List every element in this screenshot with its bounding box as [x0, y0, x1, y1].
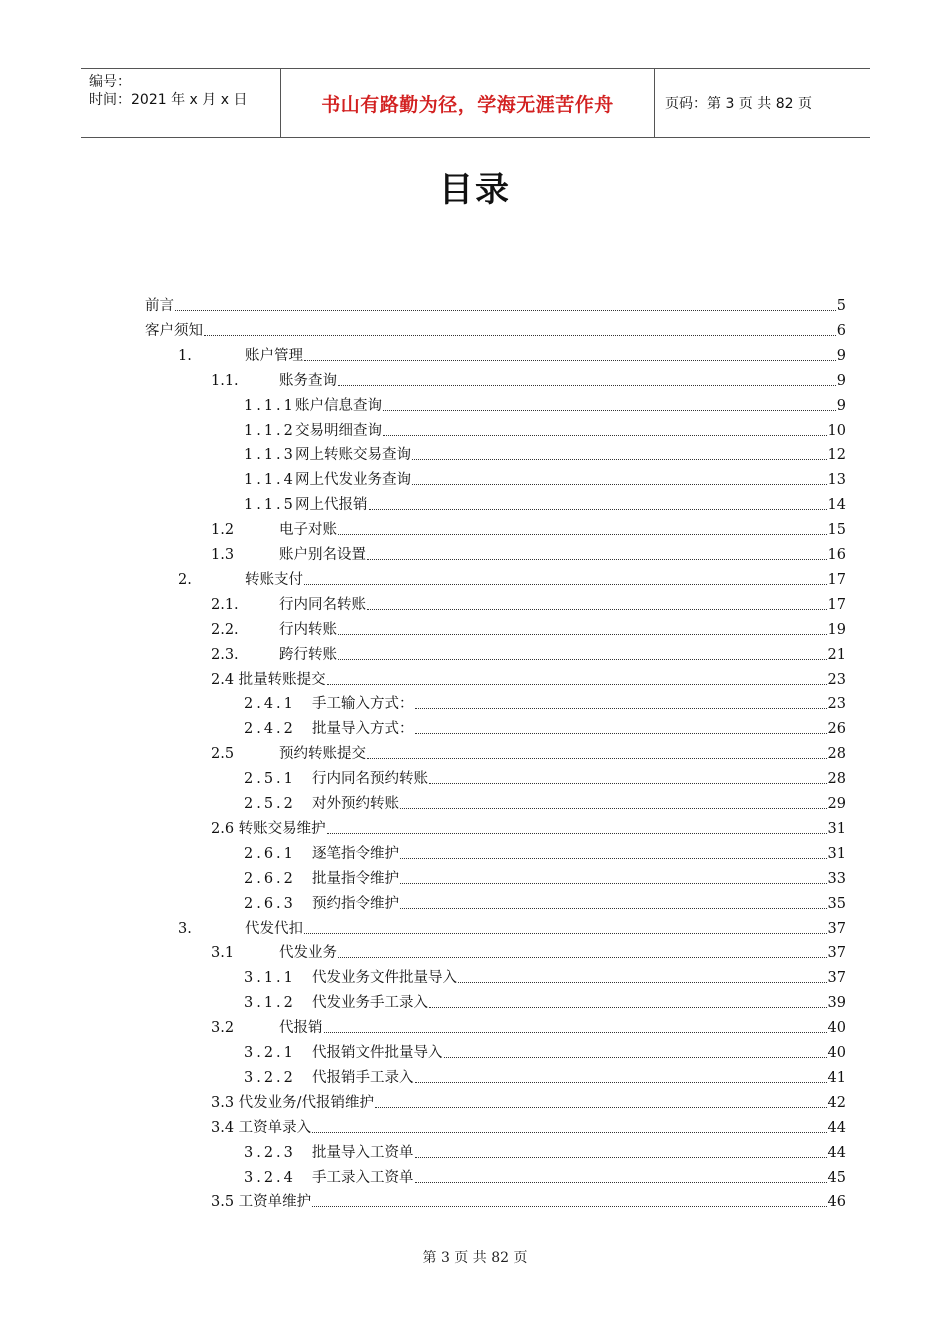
toc-entry[interactable] — [244, 469, 846, 491]
toc-entry-number: 1. — [178, 347, 192, 364]
toc-entry-page: 23 — [827, 671, 846, 688]
toc-entry[interactable] — [178, 345, 846, 367]
toc-entry-label: 代报销手工录入 — [312, 1069, 414, 1086]
header-meta — [81, 69, 281, 137]
toc-dot-leader — [369, 508, 827, 510]
toc-entry-label: 批量导入方式： — [312, 721, 414, 738]
toc-entry-number: 1.1.1 — [244, 397, 296, 414]
toc-entry-page: 31 — [827, 820, 846, 837]
toc-entry[interactable] — [211, 644, 846, 666]
toc-entry-label: 手工输入方式： — [312, 696, 414, 713]
toc-entry[interactable] — [244, 1167, 846, 1189]
toc-entry-page: 44 — [827, 1119, 846, 1136]
toc-entry[interactable] — [211, 619, 846, 641]
toc-dot-leader — [415, 1156, 827, 1158]
toc-entry-number: 2. — [178, 571, 192, 588]
toc-entry-label: 代报销文件批量导入 — [312, 1045, 443, 1061]
toc-dot-leader — [312, 1131, 826, 1133]
toc-dot-leader — [383, 434, 827, 436]
page-footer: 第 3 页 共 82 页 — [422, 1250, 528, 1266]
toc-entry-label: 逐笔指令维护 — [312, 845, 399, 862]
toc-entry-number: 3.1 — [211, 945, 235, 962]
toc-entry-number: 1.3 — [211, 547, 235, 563]
toc-entry[interactable] — [211, 818, 846, 840]
toc-entry[interactable] — [145, 320, 846, 342]
toc-entry[interactable] — [211, 1191, 846, 1213]
toc-dot-leader — [338, 633, 827, 635]
number-label: 编号： — [89, 74, 131, 90]
toc-entry-page: 33 — [827, 870, 846, 887]
toc-entry-label: 账务查询 — [279, 372, 337, 389]
toc-entry-page: 9 — [836, 397, 846, 414]
toc-entry-page: 9 — [836, 372, 846, 389]
toc-entry[interactable] — [211, 1017, 846, 1039]
time-label: 时间：2021 年 x 月 x 日 — [89, 92, 248, 108]
header-motto: 书山有路勤为径，学海无涯苦作舟 — [281, 69, 655, 137]
toc-entry-number: 1.1.5 — [244, 497, 296, 514]
toc-entry-number: 2.6.3 — [244, 895, 296, 912]
toc-dot-leader — [429, 1006, 827, 1008]
toc-entry-number: 2.5.2 — [244, 796, 296, 812]
toc-entry-label: 网上转账交易查询 — [295, 447, 411, 464]
toc-dot-leader — [338, 956, 827, 958]
toc-entry-number: 1.1.3 — [244, 447, 296, 464]
toc-dot-leader — [327, 683, 827, 685]
toc-dot-leader — [367, 757, 827, 759]
toc-dot-leader — [304, 359, 836, 361]
toc-entry-number: 1.1.2 — [244, 422, 296, 439]
toc-entry[interactable] — [211, 942, 846, 964]
toc-entry-page: 45 — [827, 1169, 846, 1186]
toc-entry-page: 15 — [827, 522, 846, 539]
toc-entry-label: 客户须知 — [145, 322, 203, 339]
toc-entry-page: 42 — [827, 1094, 846, 1111]
header-page-info: 页码：第 3 页 共 82 页 — [665, 96, 812, 112]
toc-entry-label: 账户别名设置 — [279, 547, 366, 563]
toc-entry-page: 41 — [827, 1069, 846, 1086]
toc-dot-leader — [367, 608, 827, 610]
toc-entry-number: 3.1.1 — [244, 970, 296, 987]
toc-entry-page: 12 — [827, 447, 846, 464]
toc-dot-leader — [338, 384, 836, 386]
toc-entry-label: 网上代报销 — [295, 497, 368, 514]
toc-entry-number: 2.6.1 — [244, 845, 296, 862]
toc-entry-label: 代发业务文件批量导入 — [312, 970, 457, 987]
toc-entry-label: 对外预约转账 — [312, 796, 399, 812]
toc-dot-leader — [175, 309, 836, 311]
toc-entry[interactable] — [244, 843, 846, 865]
toc-entry[interactable] — [211, 594, 846, 616]
toc-entry-number: 1.1. — [211, 372, 239, 389]
toc-entry-number: 3. — [178, 920, 192, 937]
toc-entry-number: 1.2 — [211, 522, 235, 539]
toc-entry-label: 前言 — [145, 298, 174, 314]
toc-entry-label: 网上代发业务查询 — [295, 472, 411, 489]
toc-entry-page: 37 — [827, 920, 846, 937]
toc-entry[interactable] — [244, 1042, 846, 1064]
toc-entry-number: 2.5.1 — [244, 771, 296, 788]
toc-entry[interactable] — [178, 918, 846, 940]
toc-entry-label: 代发业务手工录入 — [312, 995, 428, 1012]
toc-entry[interactable] — [244, 793, 846, 815]
toc-entry-page: 46 — [827, 1194, 846, 1211]
toc-dot-leader — [415, 1081, 827, 1083]
toc-entry-page: 44 — [827, 1144, 846, 1161]
toc-entry[interactable] — [178, 569, 846, 591]
toc-entry-page: 40 — [827, 1020, 846, 1037]
toc-entry[interactable] — [244, 395, 846, 417]
toc-entry[interactable] — [244, 893, 846, 915]
toc-entry-number: 3.2.3 — [244, 1144, 296, 1161]
toc-dot-leader — [400, 807, 827, 809]
toc-entry-page: 17 — [827, 571, 846, 588]
toc-entry[interactable] — [244, 444, 846, 466]
toc-dot-leader — [367, 558, 827, 560]
toc-entry-label: 2.4 批量转账提交 — [211, 671, 326, 688]
toc-entry-page: 16 — [827, 547, 846, 563]
toc-dot-leader — [415, 707, 827, 709]
toc-entry[interactable] — [244, 1067, 846, 1089]
toc-entry-label: 转账支付 — [245, 571, 303, 588]
toc-entry-page: 26 — [827, 721, 846, 738]
toc-entry-page: 39 — [827, 995, 846, 1012]
toc-entry[interactable] — [244, 494, 846, 516]
toc-entry-label: 代发业务 — [279, 945, 337, 962]
toc-entry-number: 2.1. — [211, 596, 239, 613]
toc-entry-label: 批量导入工资单 — [312, 1144, 414, 1161]
toc-entry-page: 6 — [836, 322, 846, 339]
toc-entry-label: 代报销 — [279, 1020, 323, 1037]
toc-dot-leader — [400, 882, 827, 884]
toc-entry-page: 35 — [827, 895, 846, 912]
toc-dot-leader — [312, 1205, 826, 1207]
toc-entry-page: 5 — [836, 298, 846, 314]
toc-entry[interactable] — [145, 295, 846, 317]
toc-entry-page: 23 — [827, 696, 846, 713]
toc-entry-label: 电子对账 — [279, 522, 337, 539]
toc-entry-label: 交易明细查询 — [295, 422, 382, 439]
toc-entry-label: 预约指令维护 — [312, 895, 399, 912]
toc-entry-label: 代发代扣 — [245, 920, 303, 937]
toc-entry-label: 3.4 工资单录入 — [211, 1119, 312, 1136]
toc-entry-page: 10 — [827, 422, 846, 439]
toc-dot-leader — [412, 458, 827, 460]
toc-dot-leader — [415, 1181, 827, 1183]
toc-entry-number: 3.1.2 — [244, 995, 296, 1012]
toc-entry[interactable] — [244, 768, 846, 790]
toc-entry[interactable] — [211, 544, 846, 566]
toc-entry[interactable] — [211, 370, 846, 392]
toc-entry-number: 2.4.2 — [244, 721, 296, 738]
toc-entry-number: 2.5 — [211, 746, 235, 763]
toc-dot-leader — [327, 832, 827, 834]
toc-entry-label: 行内转账 — [279, 621, 337, 638]
toc-entry-label: 预约转账提交 — [279, 746, 366, 763]
toc-dot-leader — [415, 732, 827, 734]
toc-entry-page: 17 — [827, 596, 846, 613]
document-header — [81, 68, 870, 138]
toc-entry-page: 28 — [827, 746, 846, 763]
toc-entry[interactable] — [244, 693, 846, 715]
toc-dot-leader — [400, 857, 827, 859]
toc-dot-leader — [338, 533, 827, 535]
toc-entry-page: 29 — [827, 796, 846, 812]
toc-dot-leader — [400, 907, 827, 909]
toc-entry-number: 3.2.2 — [244, 1069, 296, 1086]
toc-dot-leader — [412, 483, 827, 485]
toc-entry-page: 37 — [827, 970, 846, 987]
toc-dot-leader — [375, 1106, 826, 1108]
toc-entry[interactable] — [244, 967, 846, 989]
toc-entry-number: 2.4.1 — [244, 696, 296, 713]
toc-entry-number: 3.2.1 — [244, 1045, 296, 1061]
toc-entry-label: 跨行转账 — [279, 646, 337, 663]
toc-entry-label: 手工录入工资单 — [312, 1169, 414, 1186]
toc-entry-page: 31 — [827, 845, 846, 862]
toc-dot-leader — [304, 583, 827, 585]
toc-entry-number: 2.6.2 — [244, 870, 296, 887]
toc-entry-label: 2.6 转账交易维护 — [211, 820, 326, 837]
toc-dot-leader — [304, 932, 827, 934]
toc-entry-label: 账户管理 — [245, 347, 303, 364]
page-title: 目录 — [439, 170, 511, 210]
toc-entry-label: 批量指令维护 — [312, 870, 399, 887]
toc-entry[interactable] — [211, 669, 846, 691]
toc-entry[interactable] — [211, 1117, 846, 1139]
toc-entry[interactable] — [211, 743, 846, 765]
toc-dot-leader — [383, 409, 836, 411]
toc-entry-page: 9 — [836, 347, 846, 364]
toc-entry[interactable] — [244, 1142, 846, 1164]
toc-entry-page: 21 — [827, 646, 846, 663]
toc-entry-page: 28 — [827, 771, 846, 788]
toc-dot-leader — [338, 658, 827, 660]
toc-entry[interactable] — [244, 868, 846, 890]
toc-entry-page: 37 — [827, 945, 846, 962]
toc-dot-leader — [429, 782, 827, 784]
toc-entry[interactable] — [244, 992, 846, 1014]
toc-entry-label: 账户信息查询 — [295, 397, 382, 414]
toc-entry-number: 3.2 — [211, 1020, 235, 1037]
toc-entry-label: 行内同名预约转账 — [312, 771, 428, 788]
toc-entry-number: 2.3. — [211, 646, 239, 663]
toc-entry-number: 1.1.4 — [244, 472, 296, 489]
toc-entry-page: 13 — [827, 472, 846, 489]
toc-dot-leader — [324, 1031, 827, 1033]
toc-dot-leader — [204, 334, 836, 336]
toc-entry-page: 19 — [827, 621, 846, 638]
toc-entry-label: 3.3 代发业务/代报销维护 — [211, 1094, 375, 1111]
toc-entry[interactable] — [244, 420, 846, 442]
toc-entry[interactable] — [211, 519, 846, 541]
toc-entry[interactable] — [211, 1092, 846, 1114]
toc-entry-label: 行内同名转账 — [279, 596, 366, 613]
toc-entry-page: 40 — [827, 1045, 846, 1061]
toc-entry-number: 2.2. — [211, 621, 239, 638]
toc-entry-page: 14 — [827, 497, 846, 514]
toc-entry-label: 3.5 工资单维护 — [211, 1194, 312, 1211]
toc-entry-number: 3.2.4 — [244, 1169, 296, 1186]
toc-entry[interactable] — [244, 718, 846, 740]
toc-dot-leader — [458, 981, 827, 983]
toc-dot-leader — [444, 1056, 827, 1058]
